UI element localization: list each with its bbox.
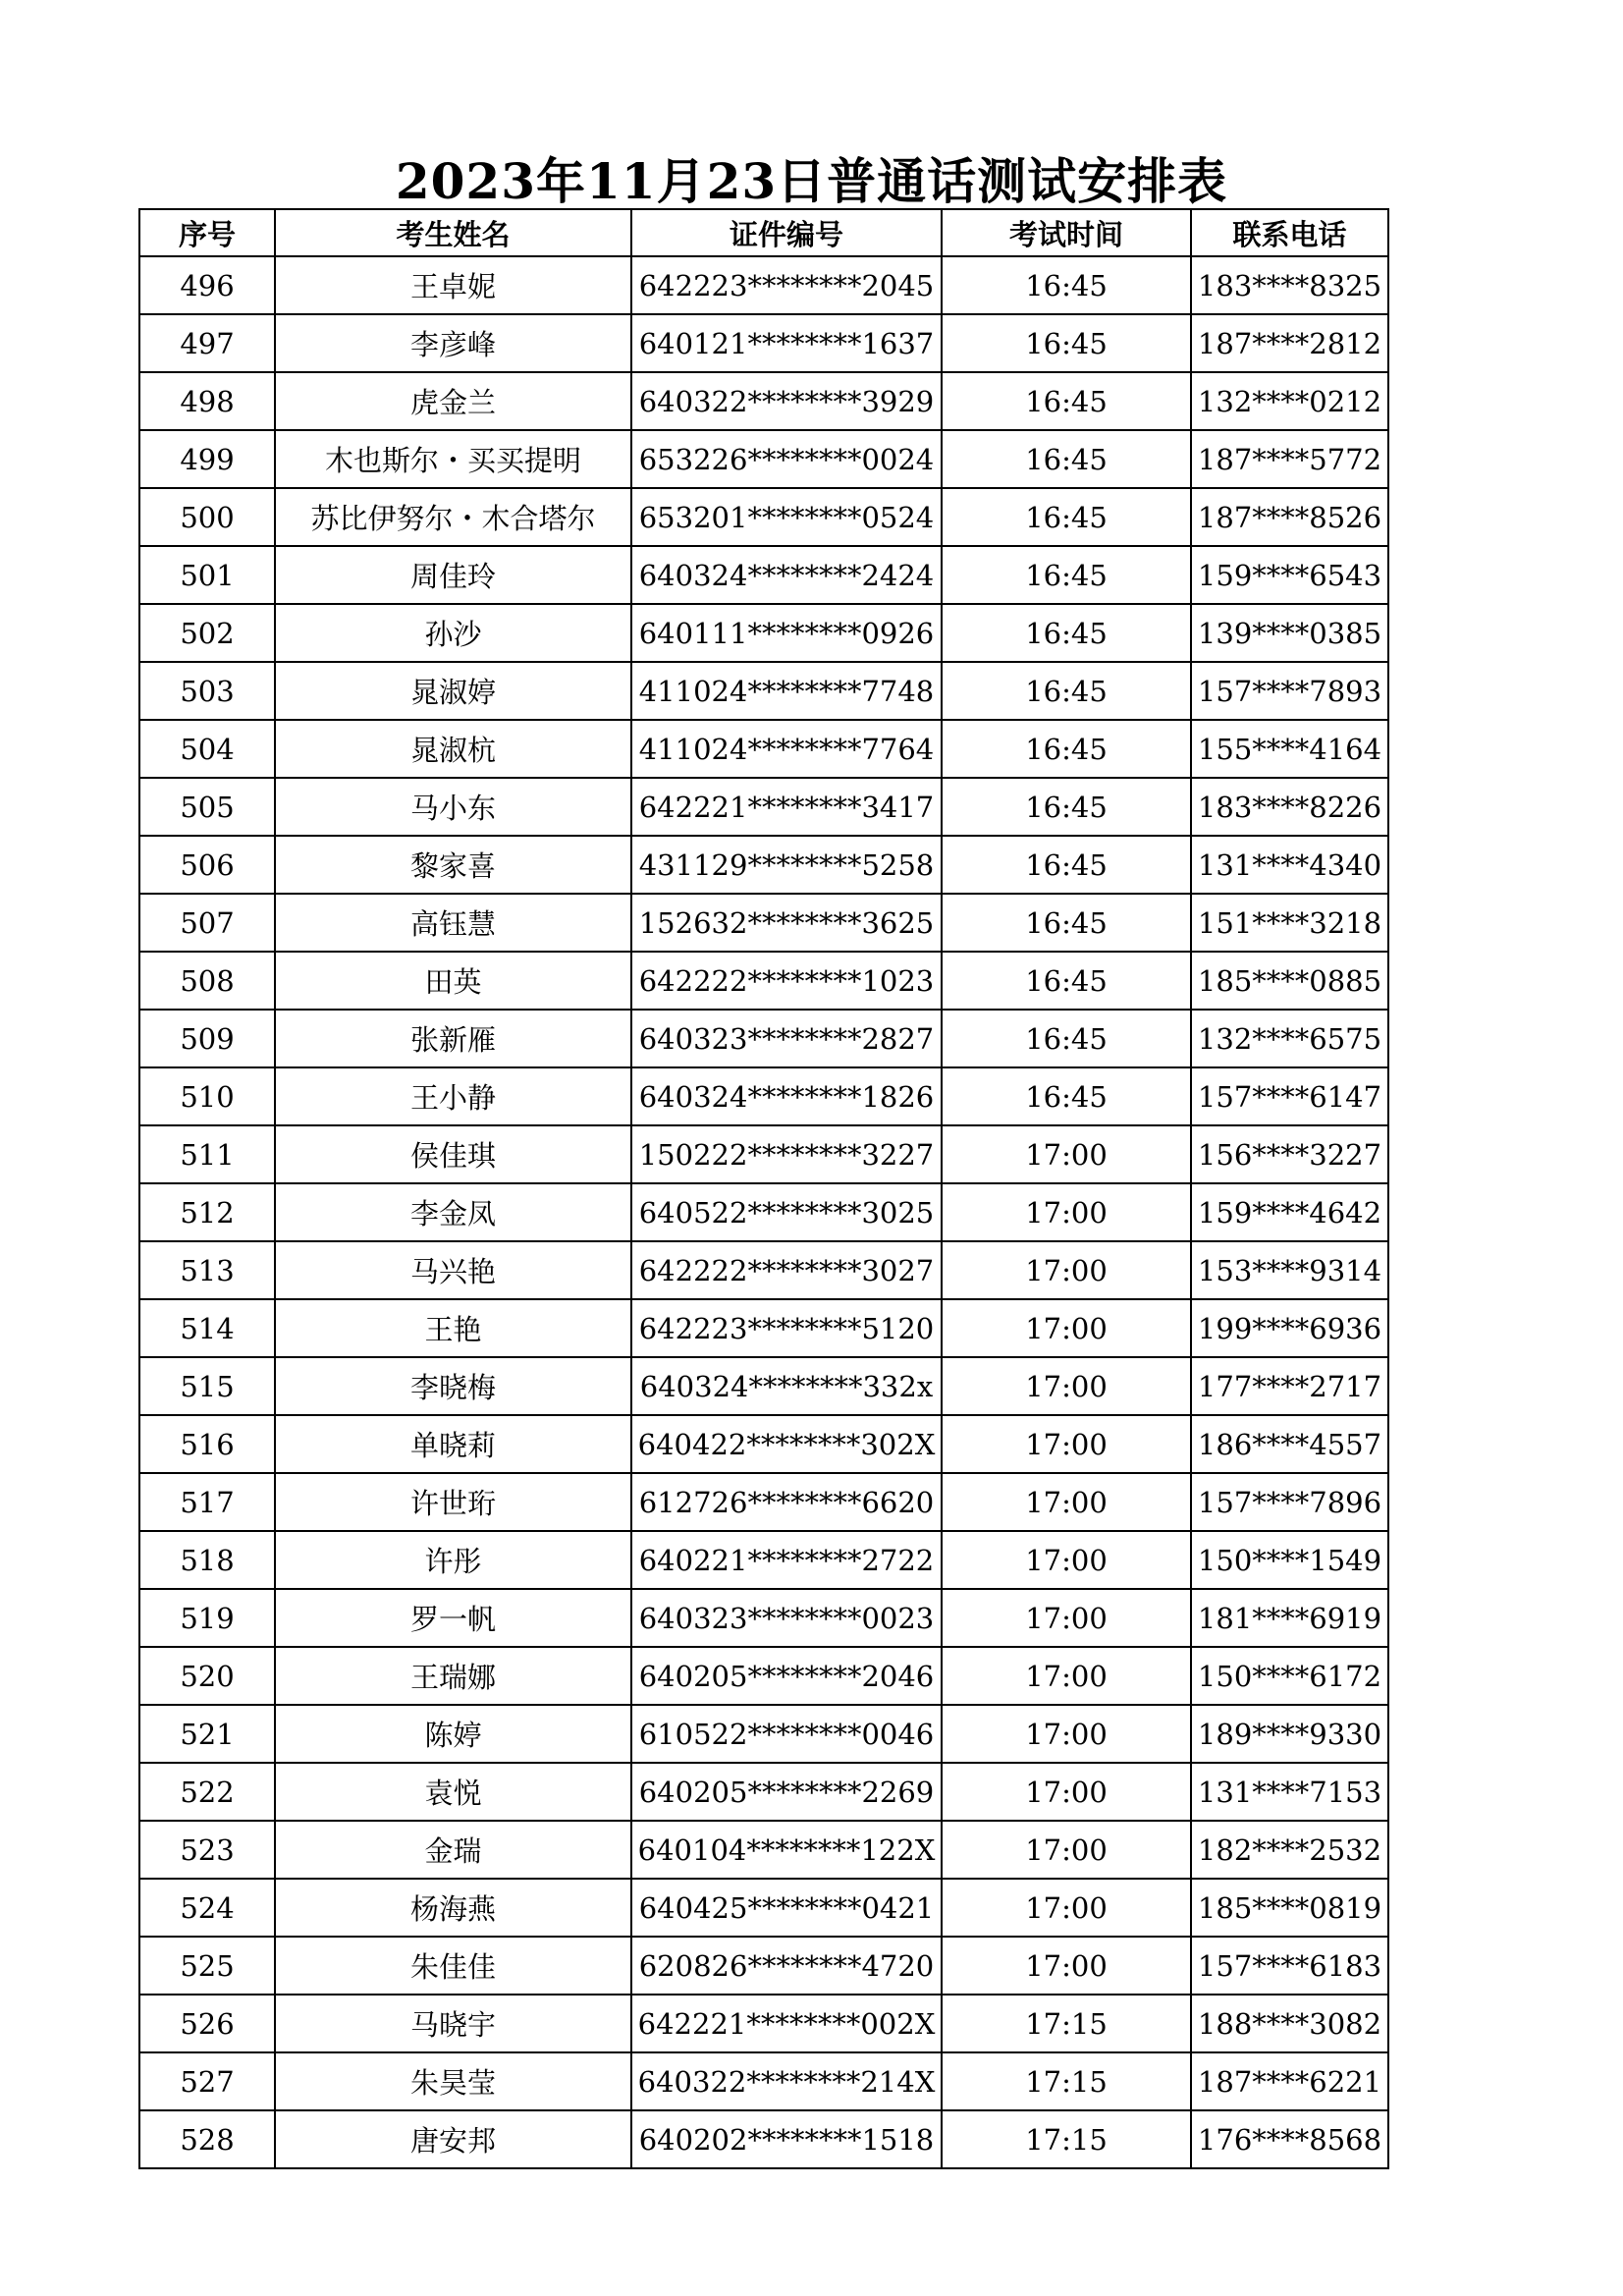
cell-id: 642222********3027 — [631, 1241, 942, 1299]
cell-time: 17:00 — [942, 1531, 1191, 1589]
cell-phone: 157****7896 — [1191, 1473, 1388, 1531]
table-row — [139, 546, 1388, 604]
cell-seq: 496 — [139, 256, 275, 314]
table-row — [139, 2110, 1388, 2168]
cell-seq: 514 — [139, 1299, 275, 1357]
cell-seq: 519 — [139, 1589, 275, 1647]
cell-name: 木也斯尔・买买提明 — [275, 430, 631, 488]
cell-id: 642222********1023 — [631, 952, 942, 1010]
cell-id: 642221********002X — [631, 1995, 942, 2052]
cell-phone: 185****0885 — [1191, 952, 1388, 1010]
cell-phone: 189****9330 — [1191, 1705, 1388, 1763]
cell-id: 642223********5120 — [631, 1299, 942, 1357]
cell-phone: 183****8226 — [1191, 778, 1388, 836]
cell-time: 16:45 — [942, 662, 1191, 720]
cell-phone: 185****0819 — [1191, 1879, 1388, 1937]
cell-phone: 187****2812 — [1191, 314, 1388, 372]
cell-name: 王瑞娜 — [275, 1647, 631, 1705]
cell-id: 620826********4720 — [631, 1937, 942, 1995]
table-row — [139, 1995, 1388, 2052]
cell-name: 许世珩 — [275, 1473, 631, 1531]
table-row — [139, 662, 1388, 720]
cell-id: 640422********302X — [631, 1415, 942, 1473]
cell-phone: 132****6575 — [1191, 1010, 1388, 1067]
cell-seq: 516 — [139, 1415, 275, 1473]
cell-time: 16:45 — [942, 778, 1191, 836]
cell-seq: 513 — [139, 1241, 275, 1299]
cell-phone: 132****0212 — [1191, 372, 1388, 430]
table-row — [139, 1821, 1388, 1879]
cell-time: 16:45 — [942, 314, 1191, 372]
table-row — [139, 778, 1388, 836]
table-row — [139, 488, 1388, 546]
cell-id: 640121********1637 — [631, 314, 942, 372]
cell-name: 杨海燕 — [275, 1879, 631, 1937]
cell-time: 17:00 — [942, 1357, 1191, 1415]
table-row — [139, 952, 1388, 1010]
cell-seq: 512 — [139, 1183, 275, 1241]
cell-phone: 139****0385 — [1191, 604, 1388, 662]
cell-time: 16:45 — [942, 894, 1191, 952]
cell-time: 17:00 — [942, 1299, 1191, 1357]
table-row — [139, 1067, 1388, 1125]
cell-time: 16:45 — [942, 604, 1191, 662]
cell-id: 150222********3227 — [631, 1125, 942, 1183]
cell-seq: 498 — [139, 372, 275, 430]
cell-id: 640104********122X — [631, 1821, 942, 1879]
cell-time: 17:00 — [942, 1705, 1191, 1763]
table-row — [139, 1415, 1388, 1473]
cell-time: 17:00 — [942, 1879, 1191, 1937]
cell-name: 单晓莉 — [275, 1415, 631, 1473]
cell-id: 642223********2045 — [631, 256, 942, 314]
table-row — [139, 1705, 1388, 1763]
cell-name: 虎金兰 — [275, 372, 631, 430]
cell-name: 张新雁 — [275, 1010, 631, 1067]
table-row — [139, 720, 1388, 778]
cell-time: 16:45 — [942, 546, 1191, 604]
table-row — [139, 314, 1388, 372]
cell-time: 17:00 — [942, 1473, 1191, 1531]
cell-name: 李彦峰 — [275, 314, 631, 372]
cell-id: 640323********0023 — [631, 1589, 942, 1647]
cell-phone: 131****7153 — [1191, 1763, 1388, 1821]
cell-id: 411024********7748 — [631, 662, 942, 720]
cell-id: 640205********2269 — [631, 1763, 942, 1821]
table-row — [139, 1879, 1388, 1937]
cell-id: 640522********3025 — [631, 1183, 942, 1241]
header-time: 考试时间 — [942, 209, 1191, 256]
cell-seq: 520 — [139, 1647, 275, 1705]
cell-id: 640324********1826 — [631, 1067, 942, 1125]
table-body — [139, 256, 1388, 2168]
cell-id: 640324********332x — [631, 1357, 942, 1415]
table-row — [139, 430, 1388, 488]
cell-time: 16:45 — [942, 372, 1191, 430]
header-name: 考生姓名 — [275, 209, 631, 256]
cell-time: 17:00 — [942, 1125, 1191, 1183]
cell-time: 17:00 — [942, 1183, 1191, 1241]
cell-seq: 521 — [139, 1705, 275, 1763]
cell-seq: 508 — [139, 952, 275, 1010]
cell-phone: 183****8325 — [1191, 256, 1388, 314]
cell-id: 640323********2827 — [631, 1010, 942, 1067]
cell-seq: 497 — [139, 314, 275, 372]
cell-seq: 509 — [139, 1010, 275, 1067]
cell-seq: 503 — [139, 662, 275, 720]
cell-name: 罗一帆 — [275, 1589, 631, 1647]
cell-id: 640202********1518 — [631, 2110, 942, 2168]
cell-phone: 199****6936 — [1191, 1299, 1388, 1357]
cell-time: 16:45 — [942, 836, 1191, 894]
table-row — [139, 1357, 1388, 1415]
cell-name: 周佳玲 — [275, 546, 631, 604]
table-header-row — [139, 209, 1388, 256]
table-row — [139, 1589, 1388, 1647]
cell-phone: 150****1549 — [1191, 1531, 1388, 1589]
cell-name: 马晓宇 — [275, 1995, 631, 2052]
table-row — [139, 256, 1388, 314]
table-row — [139, 1125, 1388, 1183]
cell-time: 17:00 — [942, 1241, 1191, 1299]
cell-phone: 157****6147 — [1191, 1067, 1388, 1125]
cell-name: 王卓妮 — [275, 256, 631, 314]
table-row — [139, 604, 1388, 662]
table-row — [139, 1937, 1388, 1995]
cell-time: 17:00 — [942, 1415, 1191, 1473]
table-row — [139, 1241, 1388, 1299]
cell-phone: 155****4164 — [1191, 720, 1388, 778]
table-row — [139, 1299, 1388, 1357]
table-row — [139, 2052, 1388, 2110]
cell-time: 16:45 — [942, 488, 1191, 546]
cell-name: 马兴艳 — [275, 1241, 631, 1299]
cell-id: 612726********6620 — [631, 1473, 942, 1531]
cell-seq: 525 — [139, 1937, 275, 1995]
cell-seq: 504 — [139, 720, 275, 778]
cell-seq: 517 — [139, 1473, 275, 1531]
table-row — [139, 836, 1388, 894]
cell-phone: 131****4340 — [1191, 836, 1388, 894]
cell-time: 16:45 — [942, 1067, 1191, 1125]
cell-name: 高钰慧 — [275, 894, 631, 952]
cell-id: 640322********214X — [631, 2052, 942, 2110]
cell-phone: 187****5772 — [1191, 430, 1388, 488]
cell-time: 17:00 — [942, 1589, 1191, 1647]
cell-phone: 153****9314 — [1191, 1241, 1388, 1299]
cell-time: 16:45 — [942, 952, 1191, 1010]
cell-phone: 187****8526 — [1191, 488, 1388, 546]
table-row — [139, 1531, 1388, 1589]
cell-id: 653226********0024 — [631, 430, 942, 488]
cell-name: 李晓梅 — [275, 1357, 631, 1415]
cell-seq: 515 — [139, 1357, 275, 1415]
cell-seq: 505 — [139, 778, 275, 836]
cell-time: 17:00 — [942, 1763, 1191, 1821]
cell-time: 16:45 — [942, 430, 1191, 488]
cell-id: 640221********2722 — [631, 1531, 942, 1589]
cell-name: 李金凤 — [275, 1183, 631, 1241]
table-row — [139, 1473, 1388, 1531]
cell-time: 16:45 — [942, 256, 1191, 314]
cell-seq: 510 — [139, 1067, 275, 1125]
cell-name: 田英 — [275, 952, 631, 1010]
cell-name: 金瑞 — [275, 1821, 631, 1879]
cell-seq: 506 — [139, 836, 275, 894]
cell-id: 642221********3417 — [631, 778, 942, 836]
cell-phone: 159****4642 — [1191, 1183, 1388, 1241]
cell-time: 17:00 — [942, 1937, 1191, 1995]
cell-name: 唐安邦 — [275, 2110, 631, 2168]
cell-seq: 523 — [139, 1821, 275, 1879]
cell-time: 17:15 — [942, 1995, 1191, 2052]
cell-seq: 526 — [139, 1995, 275, 2052]
cell-phone: 188****3082 — [1191, 1995, 1388, 2052]
cell-id: 653201********0524 — [631, 488, 942, 546]
cell-seq: 524 — [139, 1879, 275, 1937]
cell-phone: 182****2532 — [1191, 1821, 1388, 1879]
cell-seq: 528 — [139, 2110, 275, 2168]
cell-seq: 507 — [139, 894, 275, 952]
cell-phone: 159****6543 — [1191, 546, 1388, 604]
cell-time: 17:15 — [942, 2052, 1191, 2110]
cell-id: 431129********5258 — [631, 836, 942, 894]
page-title: 2023年11月23日普通话测试安排表 — [395, 152, 1228, 210]
cell-time: 16:45 — [942, 1010, 1191, 1067]
header-seq: 序号 — [139, 209, 275, 256]
cell-phone: 177****2717 — [1191, 1357, 1388, 1415]
cell-phone: 176****8568 — [1191, 2110, 1388, 2168]
cell-name: 晁淑婷 — [275, 662, 631, 720]
cell-seq: 502 — [139, 604, 275, 662]
cell-name: 苏比伊努尔・木合塔尔 — [275, 488, 631, 546]
cell-time: 17:00 — [942, 1647, 1191, 1705]
cell-seq: 518 — [139, 1531, 275, 1589]
cell-name: 孙沙 — [275, 604, 631, 662]
table-row — [139, 1763, 1388, 1821]
cell-phone: 157****6183 — [1191, 1937, 1388, 1995]
cell-name: 晁淑杭 — [275, 720, 631, 778]
cell-id: 640324********2424 — [631, 546, 942, 604]
cell-phone: 156****3227 — [1191, 1125, 1388, 1183]
header-phone: 联系电话 — [1191, 209, 1388, 256]
cell-phone: 150****6172 — [1191, 1647, 1388, 1705]
cell-time: 17:00 — [942, 1821, 1191, 1879]
cell-time: 16:45 — [942, 720, 1191, 778]
cell-name: 朱昊莹 — [275, 2052, 631, 2110]
schedule-table — [138, 208, 1389, 2169]
header-id: 证件编号 — [631, 209, 942, 256]
cell-id: 640205********2046 — [631, 1647, 942, 1705]
cell-name: 王小静 — [275, 1067, 631, 1125]
table-row — [139, 372, 1388, 430]
cell-name: 黎家喜 — [275, 836, 631, 894]
cell-name: 袁悦 — [275, 1763, 631, 1821]
cell-seq: 500 — [139, 488, 275, 546]
cell-seq: 522 — [139, 1763, 275, 1821]
cell-name: 王艳 — [275, 1299, 631, 1357]
table-row — [139, 1183, 1388, 1241]
cell-id: 610522********0046 — [631, 1705, 942, 1763]
cell-id: 640425********0421 — [631, 1879, 942, 1937]
cell-phone: 157****7893 — [1191, 662, 1388, 720]
table-row — [139, 1010, 1388, 1067]
cell-seq: 501 — [139, 546, 275, 604]
cell-name: 马小东 — [275, 778, 631, 836]
cell-seq: 527 — [139, 2052, 275, 2110]
table-row — [139, 894, 1388, 952]
cell-time: 17:15 — [942, 2110, 1191, 2168]
cell-phone: 151****3218 — [1191, 894, 1388, 952]
cell-phone: 186****4557 — [1191, 1415, 1388, 1473]
cell-name: 朱佳佳 — [275, 1937, 631, 1995]
cell-seq: 499 — [139, 430, 275, 488]
cell-id: 640111********0926 — [631, 604, 942, 662]
cell-id: 152632********3625 — [631, 894, 942, 952]
cell-seq: 511 — [139, 1125, 275, 1183]
cell-phone: 181****6919 — [1191, 1589, 1388, 1647]
table-row — [139, 1647, 1388, 1705]
cell-phone: 187****6221 — [1191, 2052, 1388, 2110]
cell-name: 许彤 — [275, 1531, 631, 1589]
cell-name: 陈婷 — [275, 1705, 631, 1763]
cell-id: 640322********3929 — [631, 372, 942, 430]
cell-name: 侯佳琪 — [275, 1125, 631, 1183]
cell-id: 411024********7764 — [631, 720, 942, 778]
